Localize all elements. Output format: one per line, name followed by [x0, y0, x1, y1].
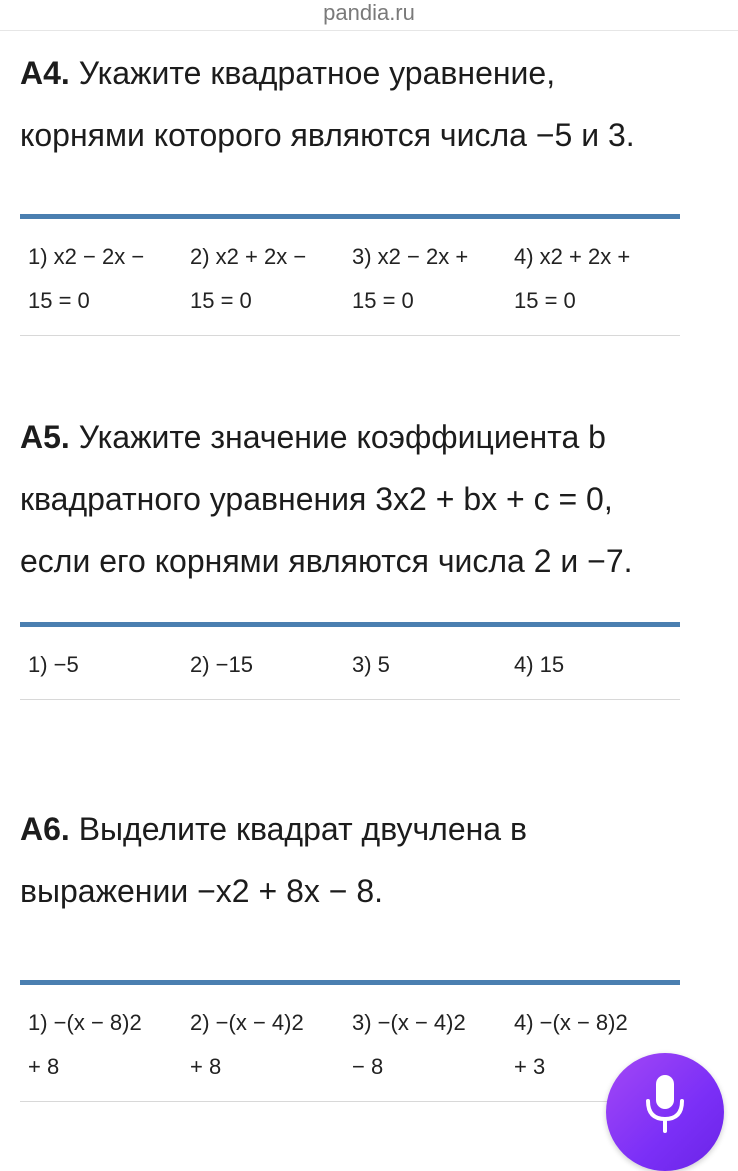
question-a5 [20, 406, 672, 592]
question-a4-number: А4. [20, 55, 70, 91]
answer-line: 3) 5 [352, 652, 390, 677]
answer-option [28, 219, 190, 335]
question-a5-line-2: квадратного уравнения 3x2 + bx + c = 0, [20, 481, 613, 517]
answer-line: + 8 [190, 1054, 222, 1079]
answer-option [514, 627, 676, 699]
answer-line: − 8 [352, 1054, 384, 1079]
answer-line: + 8 [28, 1054, 60, 1079]
answer-option [190, 219, 352, 335]
question-a6-line-1 [20, 798, 672, 860]
answer-line: + 3 [514, 1054, 546, 1079]
answer-line: 2) x2 + 2x − [190, 244, 307, 269]
answer-option [190, 985, 352, 1101]
answer-line: 2) −(x − 4)2 [190, 1010, 304, 1035]
question-a4-line-2: корнями которого являются числа −5 и 3. [20, 117, 635, 153]
answer-line: 3) −(x − 4)2 [352, 1010, 466, 1035]
question-a6-answers [20, 980, 680, 1102]
question-a4-answers [20, 214, 680, 336]
answer-line: 1) x2 − 2x − [28, 244, 145, 269]
question-a4-line-1 [20, 42, 672, 104]
answer-line: 2) −15 [190, 652, 253, 677]
answer-line: 15 = 0 [514, 288, 576, 313]
answer-line: 15 = 0 [190, 288, 252, 313]
question-a5-answers [20, 622, 680, 700]
answer-line: 15 = 0 [352, 288, 414, 313]
microphone-icon [643, 1073, 687, 1133]
answer-line: 4) x2 + 2x + [514, 244, 631, 269]
answer-option [352, 219, 514, 335]
answer-option [190, 627, 352, 699]
question-a6-line-2: выражении −x2 + 8x − 8. [20, 873, 384, 909]
question-a4 [20, 42, 672, 166]
answer-line: 4) 15 [514, 652, 565, 677]
answer-option [352, 627, 514, 699]
question-a6 [20, 798, 672, 922]
site-domain: pandia.ru [323, 0, 415, 25]
question-a5-text-1: Укажите значение коэффициента b [78, 419, 606, 455]
question-a6-text-1: Выделите квадрат двучлена в [78, 811, 527, 847]
answer-option [352, 985, 514, 1101]
answer-line: 3) x2 − 2x + [352, 244, 469, 269]
question-a6-number: А6. [20, 811, 70, 847]
answer-line: 4) −(x − 8)2 [514, 1010, 628, 1035]
answer-option [28, 627, 190, 699]
browser-address-bar[interactable] [0, 0, 738, 31]
question-a5-line-3: если его корнями являются числа 2 и −7. [20, 543, 633, 579]
answer-option [514, 219, 676, 335]
question-a5-number: А5. [20, 419, 70, 455]
question-a5-line-1 [20, 406, 672, 468]
answer-line: 1) −(x − 8)2 [28, 1010, 142, 1035]
question-a4-text-1: Укажите квадратное уравнение, [78, 55, 556, 91]
answer-line: 1) −5 [28, 652, 79, 677]
voice-search-button[interactable] [606, 1053, 724, 1171]
answer-line: 15 = 0 [28, 288, 90, 313]
answer-option [28, 985, 190, 1101]
